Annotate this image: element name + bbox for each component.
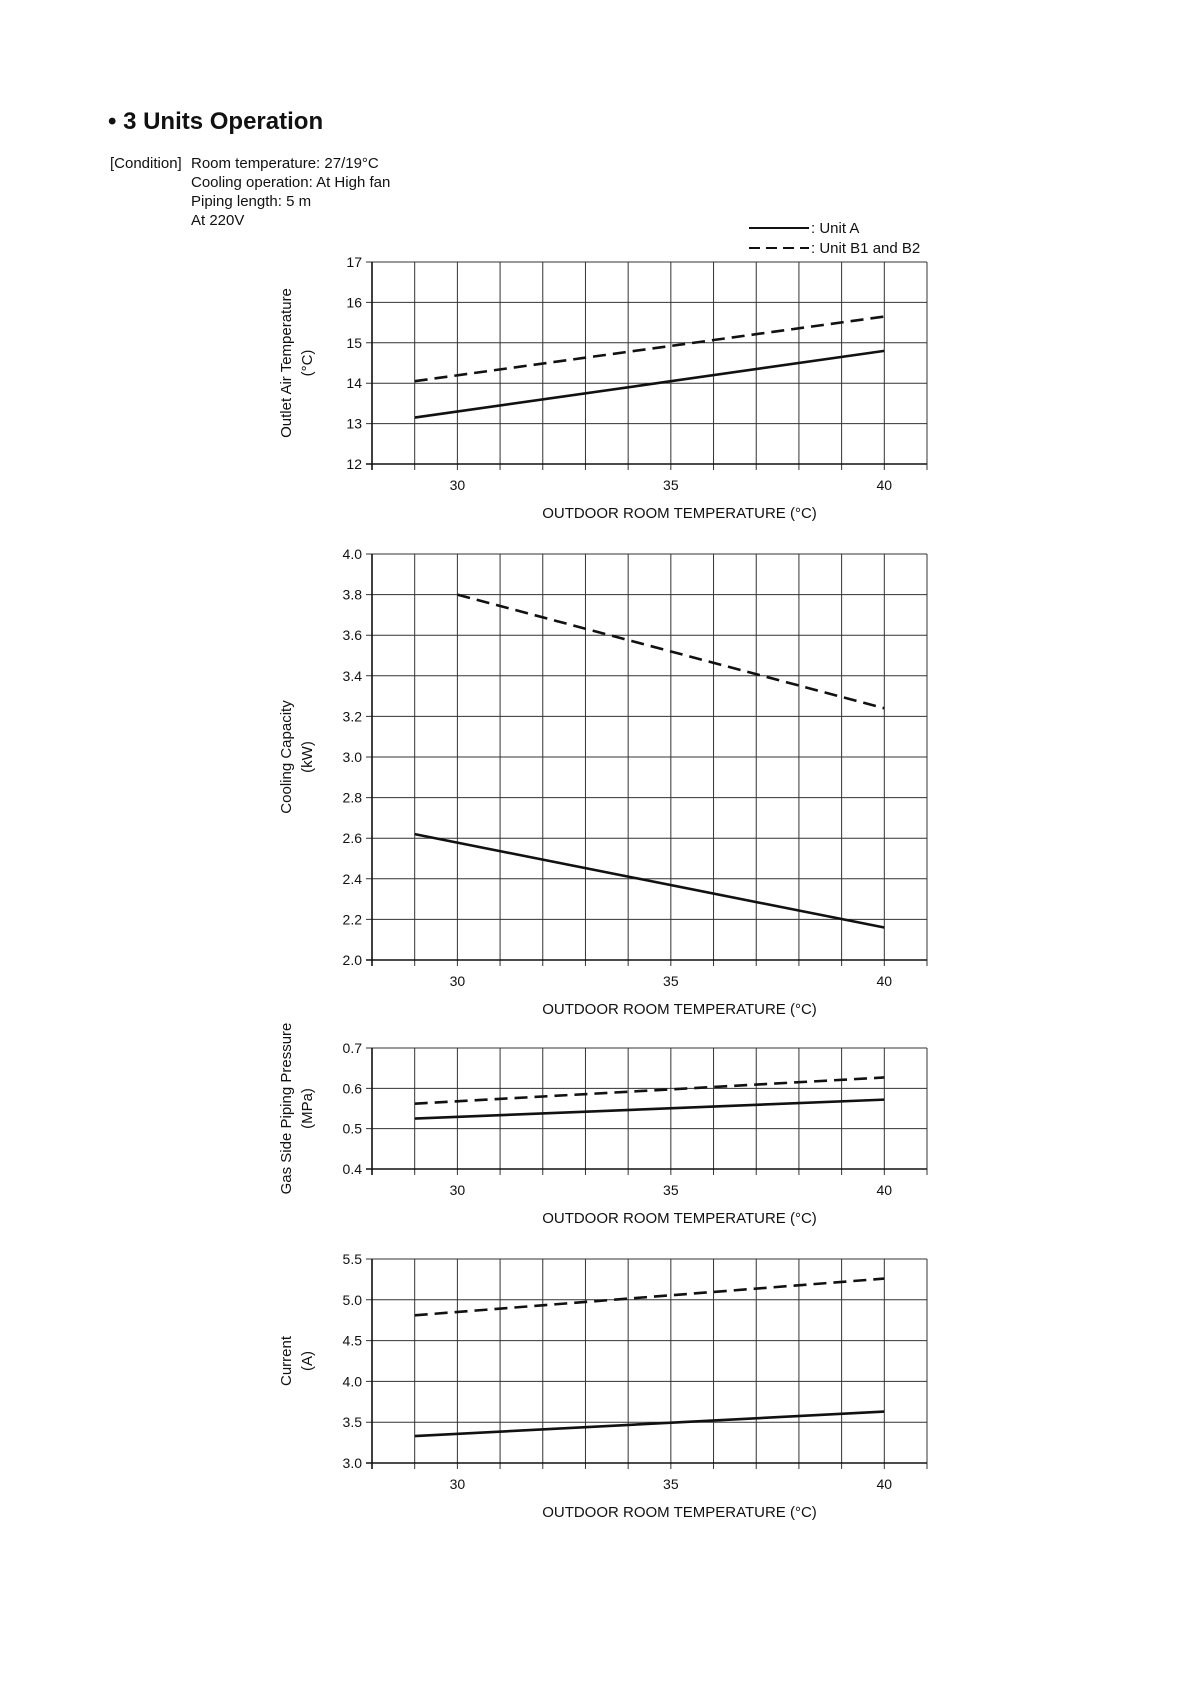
y-tick-label: 2.2 [342, 911, 362, 928]
x-tick-label: 40 [876, 477, 893, 493]
condition-prefix: [Condition] [110, 155, 182, 172]
legend-label-unit-b: : Unit B1 and B2 [811, 240, 921, 257]
x-tick-label: 30 [449, 973, 466, 989]
x-axis-label: OUTDOOR ROOM TEMPERATURE (°C) [542, 505, 817, 522]
y-tick-label: 2.8 [342, 789, 362, 806]
x-tick-label: 35 [663, 973, 679, 989]
y-tick-label: 14 [346, 375, 362, 392]
y-tick-label: 5.0 [342, 1291, 362, 1308]
page-title: • 3 Units Operation [108, 108, 324, 135]
y-tick-label: 3.6 [342, 627, 362, 644]
y-tick-label: 12 [346, 456, 362, 472]
condition-line-2: Cooling operation: At High fan [191, 174, 391, 191]
x-axis-label: OUTDOOR ROOM TEMPERATURE (°C) [542, 1001, 817, 1018]
series-line-unit-a [415, 1412, 885, 1436]
series-line-unit-a [415, 834, 885, 927]
y-axis-unit: (°C) [299, 349, 316, 377]
condition-line-3: Piping length: 5 m [191, 193, 312, 210]
x-tick-label: 40 [876, 973, 893, 989]
chart-2 [278, 546, 927, 1018]
y-tick-label: 2.6 [342, 830, 362, 847]
y-tick-label: 3.4 [342, 667, 362, 684]
x-tick-label: 30 [449, 1476, 466, 1492]
x-axis-label: OUTDOOR ROOM TEMPERATURE (°C) [542, 1210, 817, 1227]
y-tick-label: 3.0 [342, 749, 362, 765]
y-tick-label: 3.8 [342, 586, 362, 603]
y-axis-unit: (A) [299, 1351, 316, 1371]
condition-line-4: At 220V [191, 212, 245, 229]
y-tick-label: 16 [346, 294, 362, 311]
y-tick-label: 4.5 [342, 1332, 362, 1349]
y-axis-label: Current [278, 1335, 295, 1387]
x-axis-label: OUTDOOR ROOM TEMPERATURE (°C) [542, 1504, 817, 1521]
y-tick-label: 13 [346, 415, 362, 432]
series-line-unit-b1-b2 [415, 317, 885, 382]
y-tick-label: 0.5 [342, 1120, 362, 1137]
y-axis-label: Gas Side Piping Pressure [278, 1022, 295, 1195]
chart-4 [278, 1251, 927, 1521]
condition-line-1: Room temperature: 27/19°C [191, 155, 379, 172]
y-axis-unit: (kW) [299, 741, 316, 773]
y-tick-label: 3.0 [342, 1455, 362, 1471]
y-axis-unit: (MPa) [299, 1088, 316, 1129]
series-line-unit-a [415, 1100, 885, 1119]
y-tick-label: 4.0 [342, 546, 362, 562]
y-tick-label: 17 [346, 254, 362, 270]
y-tick-label: 2.4 [342, 870, 362, 887]
legend-label-unit-a: : Unit A [811, 220, 860, 237]
y-tick-label: 5.5 [342, 1251, 362, 1267]
y-tick-label: 3.5 [342, 1414, 362, 1431]
y-tick-label: 3.2 [342, 708, 362, 725]
y-tick-label: 2.0 [342, 952, 362, 968]
x-tick-label: 40 [876, 1182, 893, 1198]
y-tick-label: 0.6 [342, 1080, 362, 1097]
chart-1 [278, 254, 927, 522]
legend [749, 220, 920, 257]
series-line-unit-b1-b2 [415, 1077, 885, 1103]
x-tick-label: 35 [663, 477, 679, 493]
x-tick-label: 35 [663, 1182, 679, 1198]
y-tick-label: 0.7 [342, 1040, 362, 1056]
y-axis-label: Cooling Capacity [278, 700, 295, 814]
x-tick-label: 40 [876, 1476, 893, 1492]
x-tick-label: 30 [449, 1182, 466, 1198]
chart-3 [278, 1023, 927, 1227]
x-tick-label: 35 [663, 1476, 679, 1492]
series-line-unit-a [415, 351, 885, 418]
series-line-unit-b1-b2 [415, 1279, 885, 1316]
y-axis-label: Outlet Air Temperature [278, 288, 295, 438]
x-tick-label: 30 [449, 477, 466, 493]
y-tick-label: 15 [346, 334, 362, 351]
y-tick-label: 0.4 [342, 1161, 362, 1177]
y-tick-label: 4.0 [342, 1373, 362, 1390]
